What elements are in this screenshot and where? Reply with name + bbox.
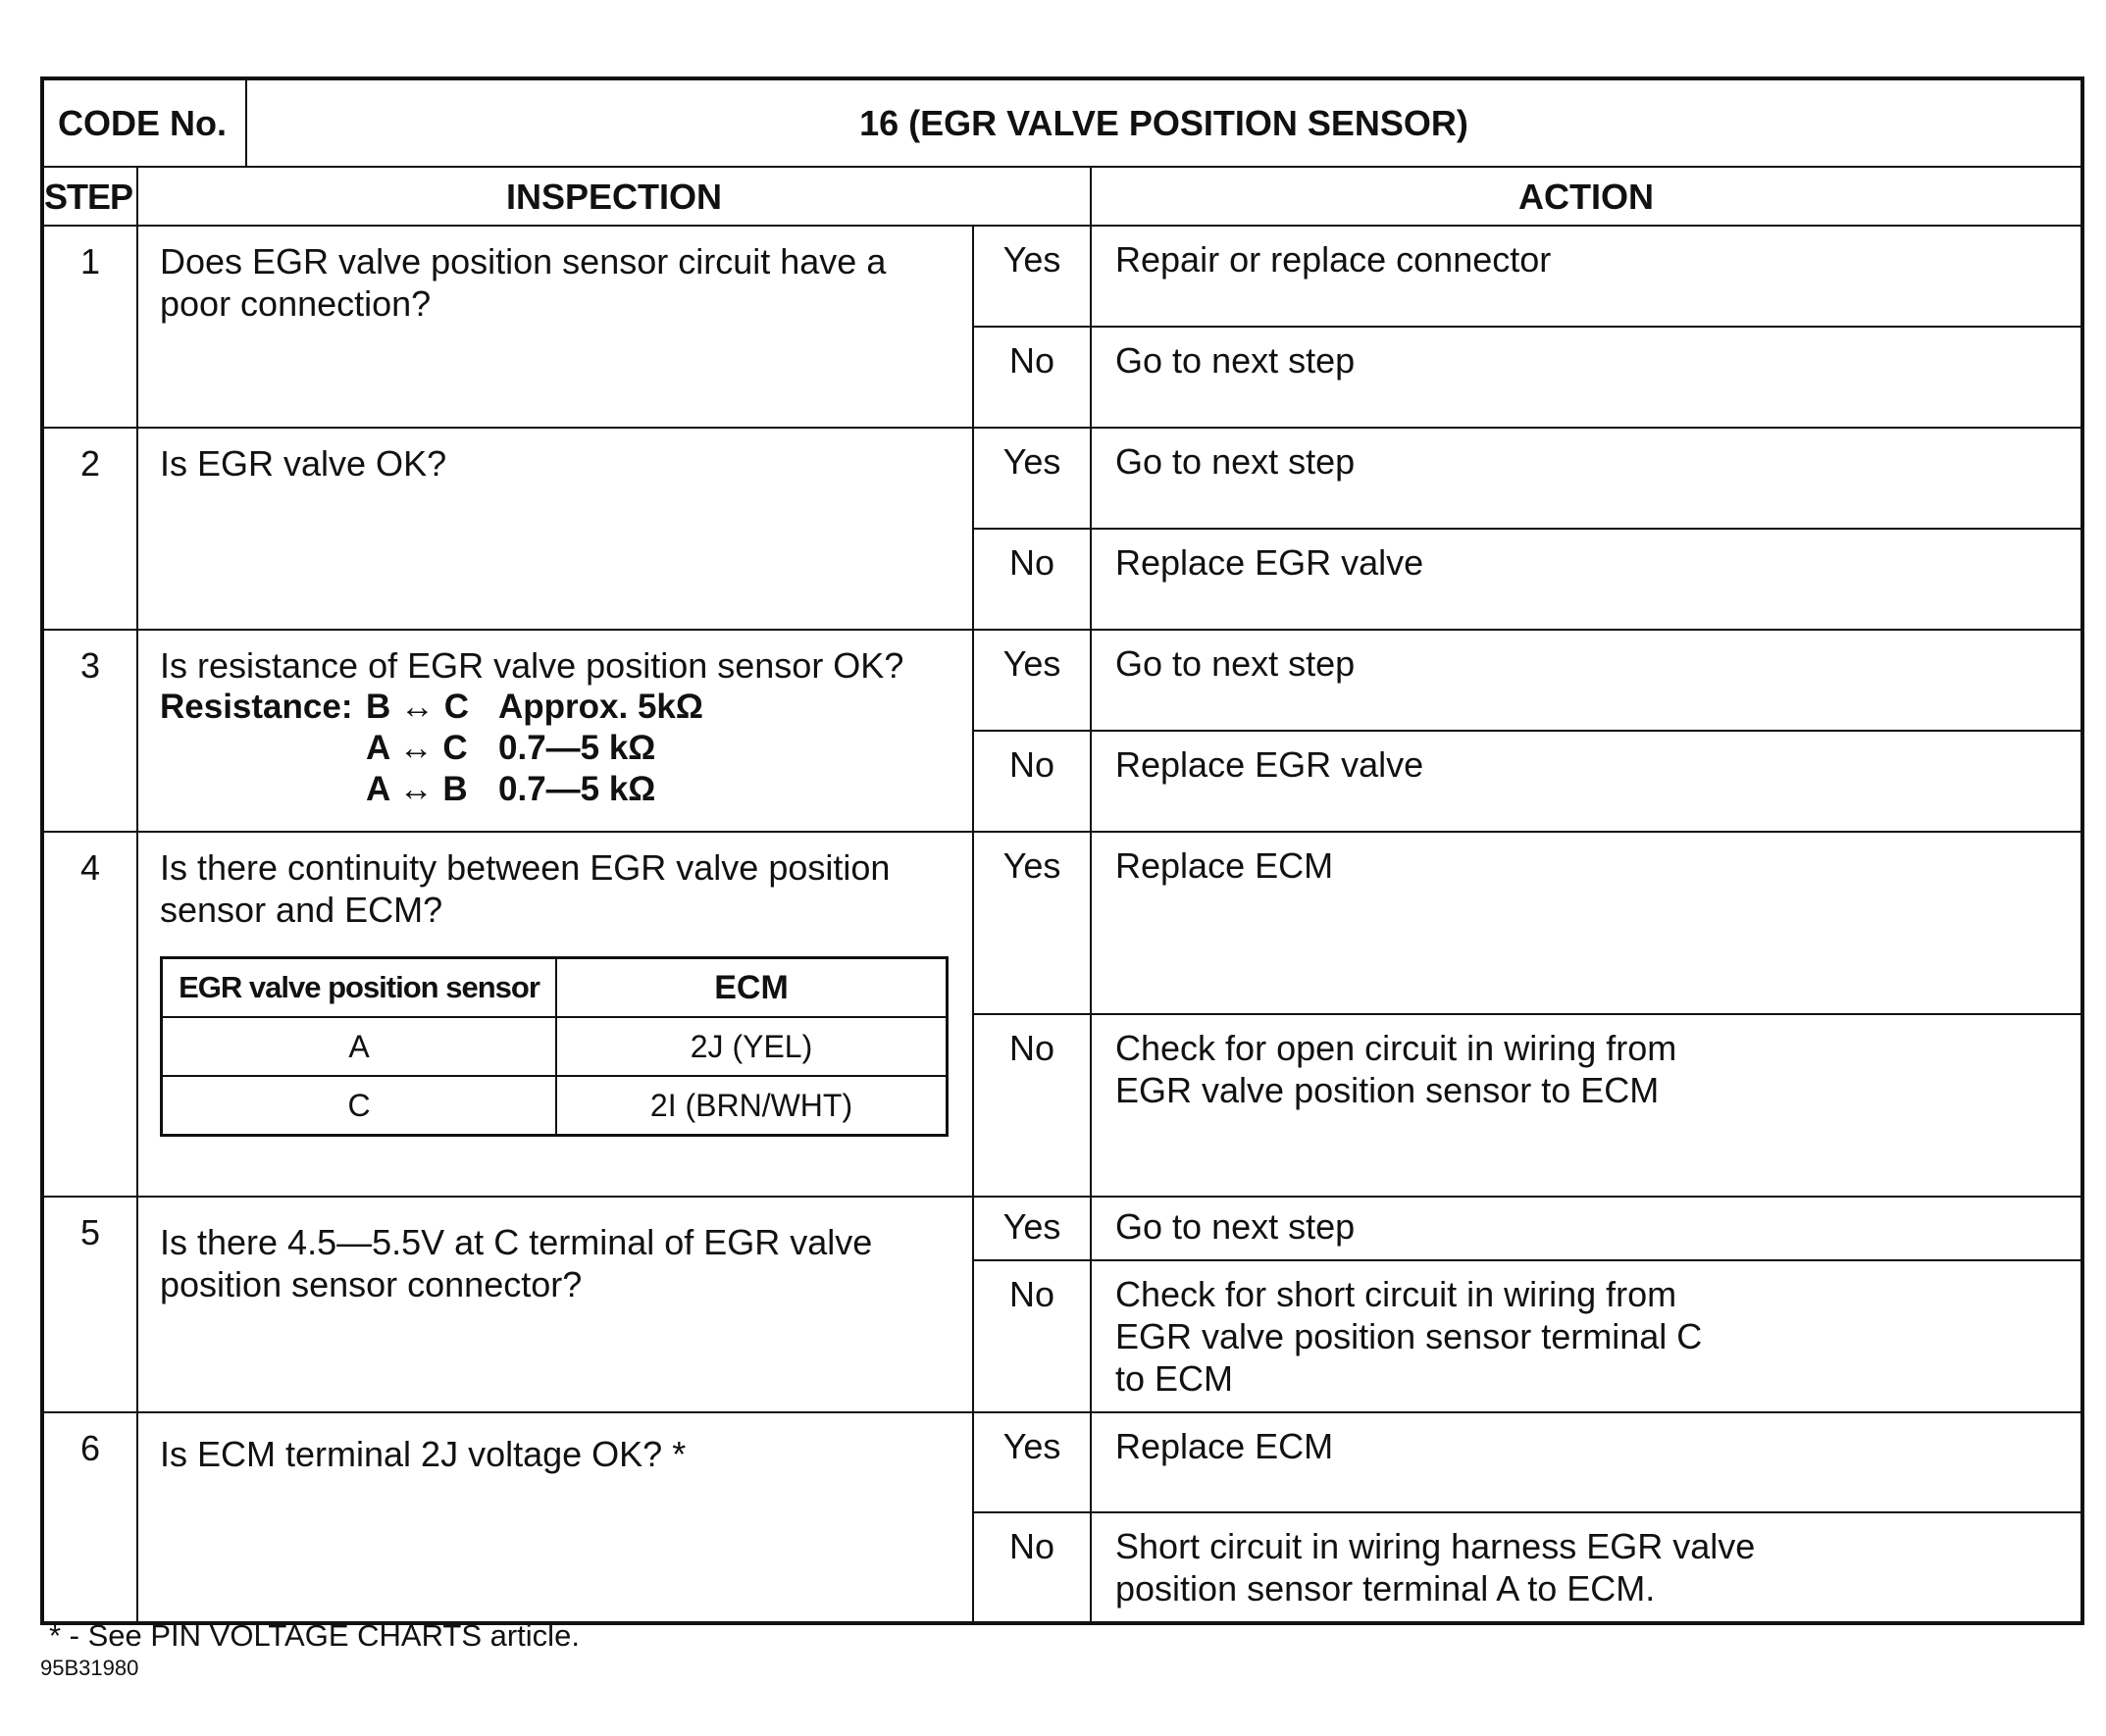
no-action: Go to next step (1091, 327, 2082, 428)
yes-label: Yes (973, 832, 1091, 1014)
action-line: Check for open circuit in wiring from (1115, 1028, 1677, 1068)
no-action: Replace EGR valve (1091, 731, 2082, 832)
spec-row (160, 728, 950, 769)
action-line: Check for short circuit in wiring from (1115, 1274, 1677, 1314)
continuity-table (160, 956, 949, 1137)
step-inspection: Is EGR valve OK? (137, 428, 973, 630)
yes-action: Repair or replace connector (1091, 226, 2082, 327)
resistance-spec (160, 687, 950, 810)
inspection-question: Is there continuity between EGR valve position sensor and ECM? (160, 847, 891, 930)
ecm-terminal: 2I (BRN/WHT) (556, 1076, 948, 1136)
spec-row (160, 769, 950, 810)
step-inspection (137, 832, 973, 1197)
yes-action: Replace ECM (1091, 832, 2082, 1014)
yes-label: Yes (973, 428, 1091, 529)
table-row (162, 1076, 948, 1136)
no-label: No (973, 327, 1091, 428)
yes-action: Replace ECM (1091, 1412, 2082, 1512)
inspection-header: INSPECTION (137, 167, 1091, 226)
sensor-terminal: C (162, 1076, 557, 1136)
step-5-yes-row (42, 1197, 2082, 1260)
no-action (1091, 1512, 2082, 1623)
trouble-code-table (40, 77, 2084, 1625)
sensor-column-header: EGR valve position sensor (162, 958, 557, 1018)
yes-label: Yes (973, 1412, 1091, 1512)
yes-action: Go to next step (1091, 428, 2082, 529)
action-line: EGR valve position sensor to ECM (1115, 1070, 1660, 1110)
code-row (42, 78, 2082, 167)
step-header: STEP (42, 167, 137, 226)
step-number: 3 (42, 630, 137, 832)
action-line: Short circuit in wiring harness EGR valve (1115, 1526, 1756, 1566)
yes-label: Yes (973, 1197, 1091, 1260)
action-line: position sensor terminal A to ECM. (1115, 1568, 1656, 1608)
step-number: 2 (42, 428, 137, 630)
action-header: ACTION (1091, 167, 2082, 226)
terminal-pair: A ↔ B (366, 770, 468, 808)
no-label: No (973, 1014, 1091, 1197)
spec-label: Resistance: (160, 688, 353, 726)
sensor-terminal: A (162, 1017, 557, 1076)
yes-label: Yes (973, 630, 1091, 731)
ecm-column-header: ECM (556, 958, 948, 1018)
ecm-terminal: 2J (YEL) (556, 1017, 948, 1076)
footnote: * - See PIN VOLTAGE CHARTS article. (49, 1618, 580, 1653)
no-action (1091, 1260, 2082, 1412)
resistance-value: 0.7—5 kΩ (498, 729, 656, 767)
step-4-yes-row (42, 832, 2082, 1014)
no-label: No (973, 529, 1091, 630)
resistance-value: 0.7—5 kΩ (498, 770, 656, 808)
step-number: 5 (42, 1197, 137, 1412)
yes-action: Go to next step (1091, 1197, 2082, 1260)
table-row (162, 1017, 948, 1076)
resistance-value: Approx. 5kΩ (498, 688, 703, 726)
step-1-yes-row (42, 226, 2082, 327)
step-inspection: Is ECM terminal 2J voltage OK? * (137, 1412, 973, 1623)
action-line: to ECM (1115, 1358, 1234, 1399)
no-label: No (973, 731, 1091, 832)
step-inspection (137, 630, 973, 832)
terminal-pair: A ↔ C (366, 729, 468, 767)
no-label: No (973, 1512, 1091, 1623)
step-number: 1 (42, 226, 137, 428)
diagnostic-chart (40, 77, 2080, 1625)
code-label: CODE No. (42, 78, 246, 167)
inspection-question: Is resistance of EGR valve position sensor OK? (160, 645, 904, 686)
step-6-yes-row (42, 1412, 2082, 1512)
figure-id: 95B31980 (40, 1656, 139, 1680)
no-label: No (973, 1260, 1091, 1412)
no-action: Replace EGR valve (1091, 529, 2082, 630)
yes-action: Go to next step (1091, 630, 2082, 731)
step-3-yes-row (42, 630, 2082, 731)
step-inspection: Does EGR valve position sensor circuit have a poor connection? (137, 226, 973, 428)
step-2-yes-row (42, 428, 2082, 529)
terminal-pair: B ↔ C (366, 688, 469, 726)
yes-label: Yes (973, 226, 1091, 327)
no-action (1091, 1014, 2082, 1197)
action-line: EGR valve position sensor terminal C (1115, 1316, 1703, 1356)
step-number: 4 (42, 832, 137, 1197)
header-row (42, 167, 2082, 226)
step-number: 6 (42, 1412, 137, 1623)
spec-row (160, 687, 950, 728)
step-inspection: Is there 4.5—5.5V at C terminal of EGR valve position sensor connector? (137, 1197, 973, 1412)
code-title: 16 (EGR VALVE POSITION SENSOR) (246, 78, 2082, 167)
